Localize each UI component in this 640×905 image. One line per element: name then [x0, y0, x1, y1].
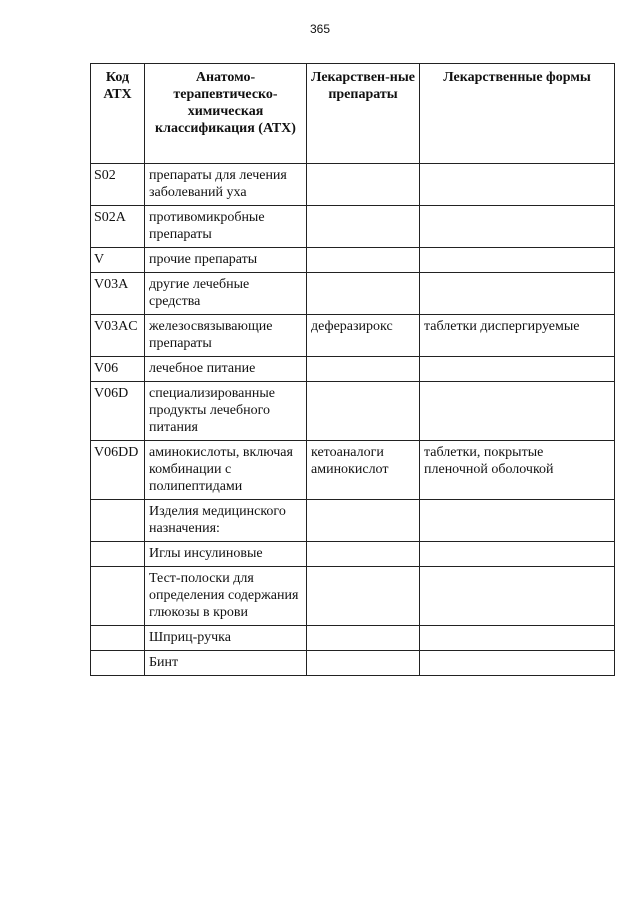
page-number: 365	[309, 22, 331, 36]
table-row	[91, 248, 615, 273]
cell-drug	[307, 164, 420, 206]
cell-code: S02A	[91, 206, 145, 248]
cell-form	[420, 273, 615, 315]
cell-form	[420, 567, 615, 626]
cell-form	[420, 500, 615, 542]
table-row	[91, 357, 615, 382]
table-row	[91, 382, 615, 441]
table-row	[91, 542, 615, 567]
cell-drug: кетоаналоги аминокислот	[307, 441, 420, 500]
table-body	[91, 164, 615, 676]
cell-classification: препараты для лечения заболеваний уха	[145, 164, 307, 206]
cell-drug	[307, 382, 420, 441]
cell-classification: аминокислоты, включая комбинации с полипептидами	[145, 441, 307, 500]
cell-code	[91, 542, 145, 567]
table-row	[91, 206, 615, 248]
cell-classification: специализированные продукты лечебного питания	[145, 382, 307, 441]
cell-classification: железосвязывающие препараты	[145, 315, 307, 357]
header-code: Код АТХ	[91, 64, 145, 164]
cell-code	[91, 626, 145, 651]
cell-form: таблетки диспергируемые	[420, 315, 615, 357]
table-row	[91, 626, 615, 651]
cell-form	[420, 382, 615, 441]
cell-drug	[307, 567, 420, 626]
cell-code: V06	[91, 357, 145, 382]
table-row	[91, 567, 615, 626]
cell-classification: Тест-полоски для определения содержания глюкозы в крови	[145, 567, 307, 626]
cell-classification: Иглы инсулиновые	[145, 542, 307, 567]
atx-table	[90, 63, 615, 676]
cell-classification: Шприц-ручка	[145, 626, 307, 651]
cell-classification: другие лечебные средства	[145, 273, 307, 315]
cell-code: V06D	[91, 382, 145, 441]
cell-form: таблетки, покрытые пленочной оболочкой	[420, 441, 615, 500]
table-row	[91, 273, 615, 315]
header-forms: Лекарственные формы	[420, 64, 615, 164]
cell-drug: деферазирокс	[307, 315, 420, 357]
cell-drug	[307, 626, 420, 651]
cell-code: V	[91, 248, 145, 273]
cell-code	[91, 651, 145, 676]
table-header-row	[91, 64, 615, 164]
cell-classification: прочие препараты	[145, 248, 307, 273]
table-row	[91, 164, 615, 206]
cell-form	[420, 206, 615, 248]
cell-classification: Изделия медицинского назначения:	[145, 500, 307, 542]
cell-drug	[307, 357, 420, 382]
cell-classification: лечебное питание	[145, 357, 307, 382]
cell-drug	[307, 651, 420, 676]
cell-code: V03A	[91, 273, 145, 315]
cell-code: S02	[91, 164, 145, 206]
table-row	[91, 441, 615, 500]
header-drugs: Лекарствен-ные препараты	[307, 64, 420, 164]
cell-code: V03AC	[91, 315, 145, 357]
table-row	[91, 315, 615, 357]
cell-classification: Бинт	[145, 651, 307, 676]
header-classification: Анатомо-терапевтическо-химическая классификация (АТХ)	[145, 64, 307, 164]
table-row	[91, 500, 615, 542]
cell-code: V06DD	[91, 441, 145, 500]
cell-form	[420, 626, 615, 651]
cell-code	[91, 567, 145, 626]
cell-form	[420, 164, 615, 206]
cell-drug	[307, 206, 420, 248]
cell-code	[91, 500, 145, 542]
cell-drug	[307, 273, 420, 315]
cell-drug	[307, 542, 420, 567]
cell-drug	[307, 500, 420, 542]
cell-drug	[307, 248, 420, 273]
cell-form	[420, 357, 615, 382]
cell-form	[420, 651, 615, 676]
cell-form	[420, 542, 615, 567]
table-row	[91, 651, 615, 676]
cell-classification: противомикробные препараты	[145, 206, 307, 248]
cell-form	[420, 248, 615, 273]
